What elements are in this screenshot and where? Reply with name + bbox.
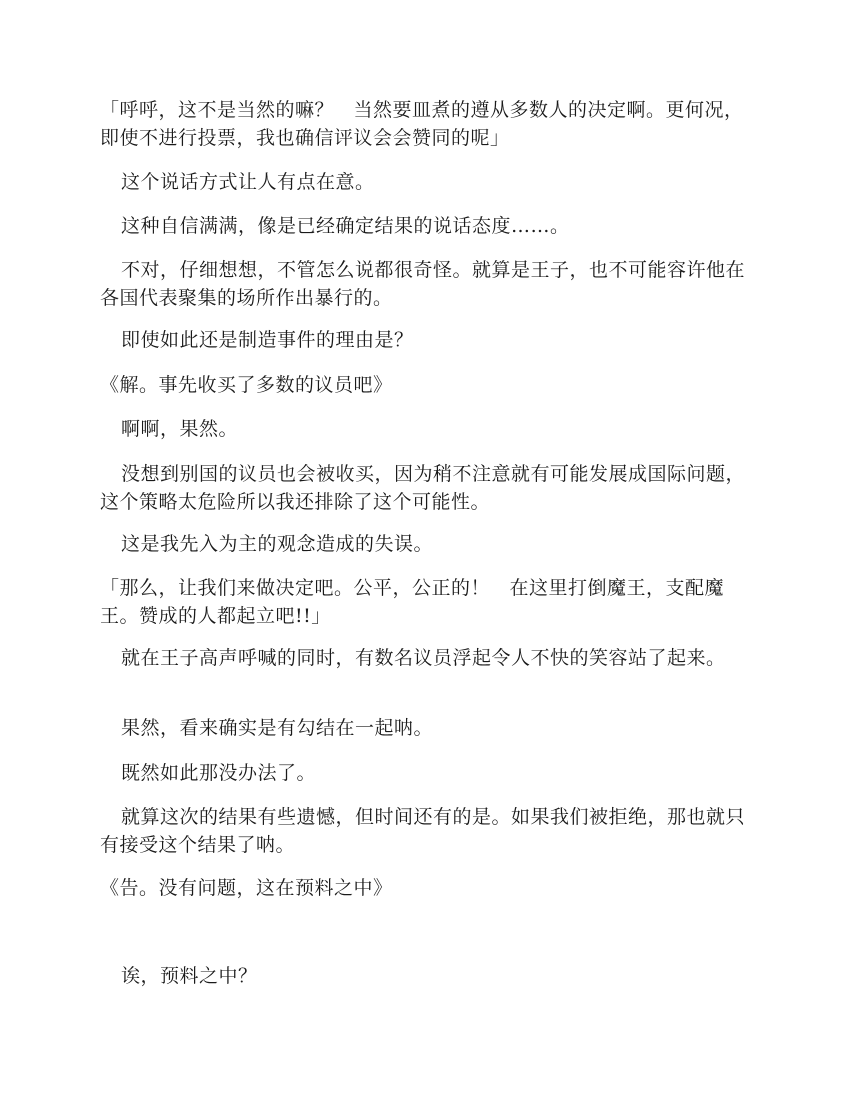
paragraph-narration: 不对，仔细想想，不管怎么说都很奇怪。就算是王子，也不可能容许他在各国代表聚集的场所作出暴行的。 xyxy=(100,259,746,309)
paragraph-narration: 这种自信满满，像是已经确定结果的说话态度……。 xyxy=(121,215,570,237)
paragraph-narration: 就在王子高声呼喊的同时，有数名议员浮起令人不快的笑容站了起来。 xyxy=(121,647,726,669)
paragraph-narration: 啊啊，果然。 xyxy=(121,418,239,440)
paragraph-dialogue-voice: 《告。没有问题，这在预料之中》 xyxy=(100,877,393,899)
paragraph-narration: 既然如此那没办法了。 xyxy=(121,762,317,784)
paragraph-narration: 诶，预料之中？ xyxy=(121,965,258,987)
paragraph-narration: 即使如此还是制造事件的理由是？ xyxy=(121,329,414,351)
paragraph-narration: 就算这次的结果有些遗憾，但时间还有的是。如果我们被拒绝，那也就只有接受这个结果了呐。 xyxy=(100,806,746,856)
paragraph-dialogue-prince: 「呼呼，这不是当然的嘛？ 当然要皿煮的遵从多数人的决定啊。更何况，即使不进行投票，我也确信评议会会赞同的呢」 xyxy=(100,99,744,149)
paragraph-dialogue-voice: 《解。事先收买了多数的议员吧》 xyxy=(100,374,393,396)
paragraph-narration: 果然，看来确实是有勾结在一起呐。 xyxy=(121,717,434,739)
paragraph-narration: 这是我先入为主的观念造成的失误。 xyxy=(121,533,434,555)
paragraph-narration: 没想到别国的议员也会被收买，因为稍不注意就有可能发展成国际问题，这个策略太危险所以我还排除了这个可能性。 xyxy=(100,463,746,513)
paragraph-dialogue-prince: 「那么，让我们来做决定吧。公平，公正的！ 在这里打倒魔王，支配魔王。赞成的人都起立吧!!」 xyxy=(100,577,725,627)
paragraph-narration: 这个说话方式让人有点在意。 xyxy=(121,171,375,193)
